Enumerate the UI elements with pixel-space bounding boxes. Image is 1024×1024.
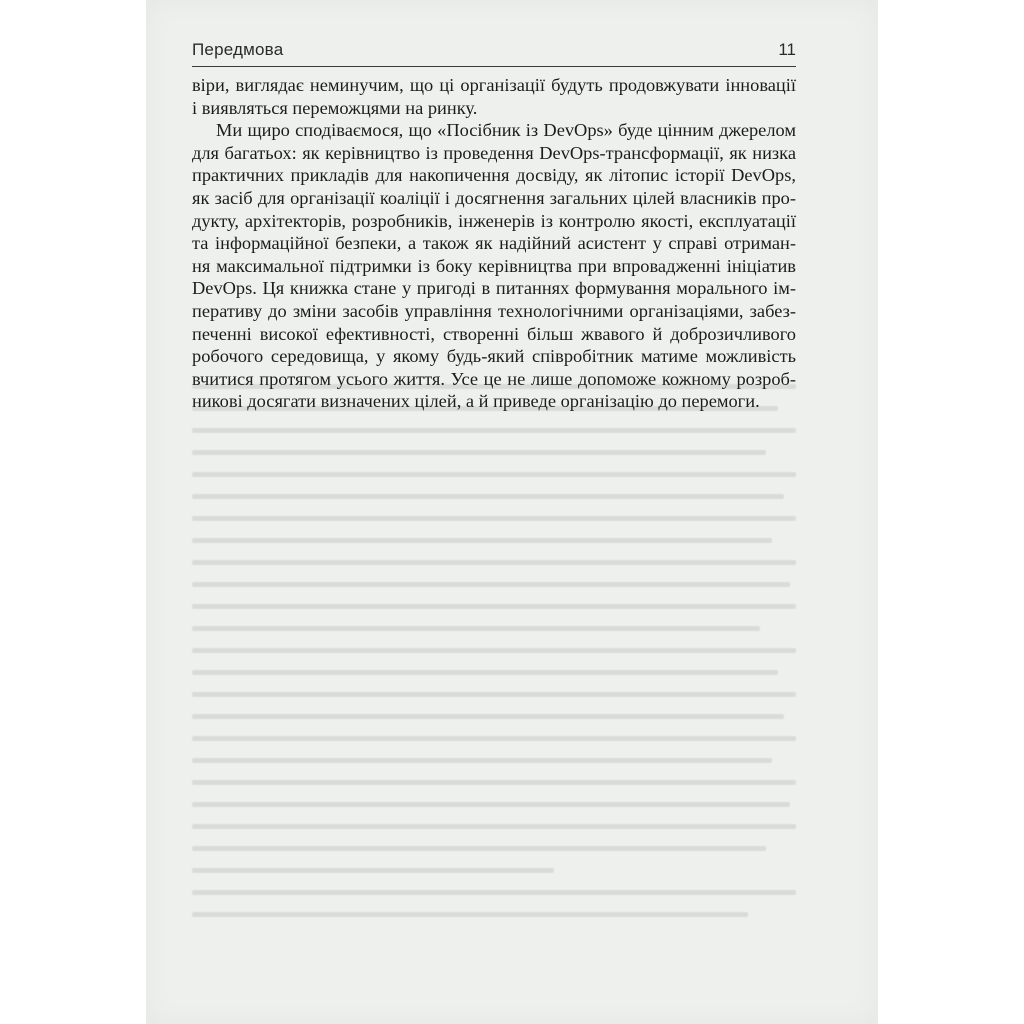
text-line: никові досягати визначених цілей, а й приведе організацію до перемоги. (192, 391, 760, 412)
text-line: перативу до зміни засобів управління технологічними організаціями, забез- (192, 300, 796, 321)
text-line: Ми щиро сподіваємося, що «Посібник із DevOps» буде цінним джерелом (216, 120, 796, 141)
running-header (192, 36, 796, 66)
text-line: віри, виглядає неминучим, що ці організації будуть продовжувати інновації (192, 75, 796, 95)
section-title: Передмова (192, 40, 284, 59)
show-through-text (192, 384, 796, 944)
book-page (146, 0, 878, 1024)
text-line: для багатьох: як керівництво із проведення DevOps-трансформації, як низка (192, 142, 796, 163)
text-line: та інформаційної безпеки, а також як надійний асистент у справі отриман- (192, 233, 796, 254)
text-line: вчитися протягом усього життя. Усе це не лише допоможе кожному розроб- (192, 368, 796, 389)
text-line: ня максимальної підтримки із боку керівництва при впровадженні ініціатив (192, 255, 796, 276)
text-line: DevOps. Ця книжка стане у пригоді в питаннях формування морального ім- (192, 278, 796, 299)
text-line: дукту, архітекторів, розробників, інженерів із контролю якості, експлуатації (192, 210, 796, 231)
text-line: практичних прикладів для накопичення досвіду, як літопис історії DevOps, (192, 165, 796, 186)
text-line: і виявляться переможцями на ринку. (192, 97, 478, 118)
text-line: як засіб для організації коаліції і досягнення загальних цілей власників про- (192, 187, 796, 208)
header-rule (192, 66, 796, 67)
body-text (192, 74, 796, 413)
text-line: робочого середовища, у якому будь-який співробітник матиме можливість (192, 346, 796, 367)
page-number: 11 (778, 40, 796, 59)
text-line: печенні високої ефективності, створенні більш жвавого й доброзичливого (192, 323, 796, 344)
